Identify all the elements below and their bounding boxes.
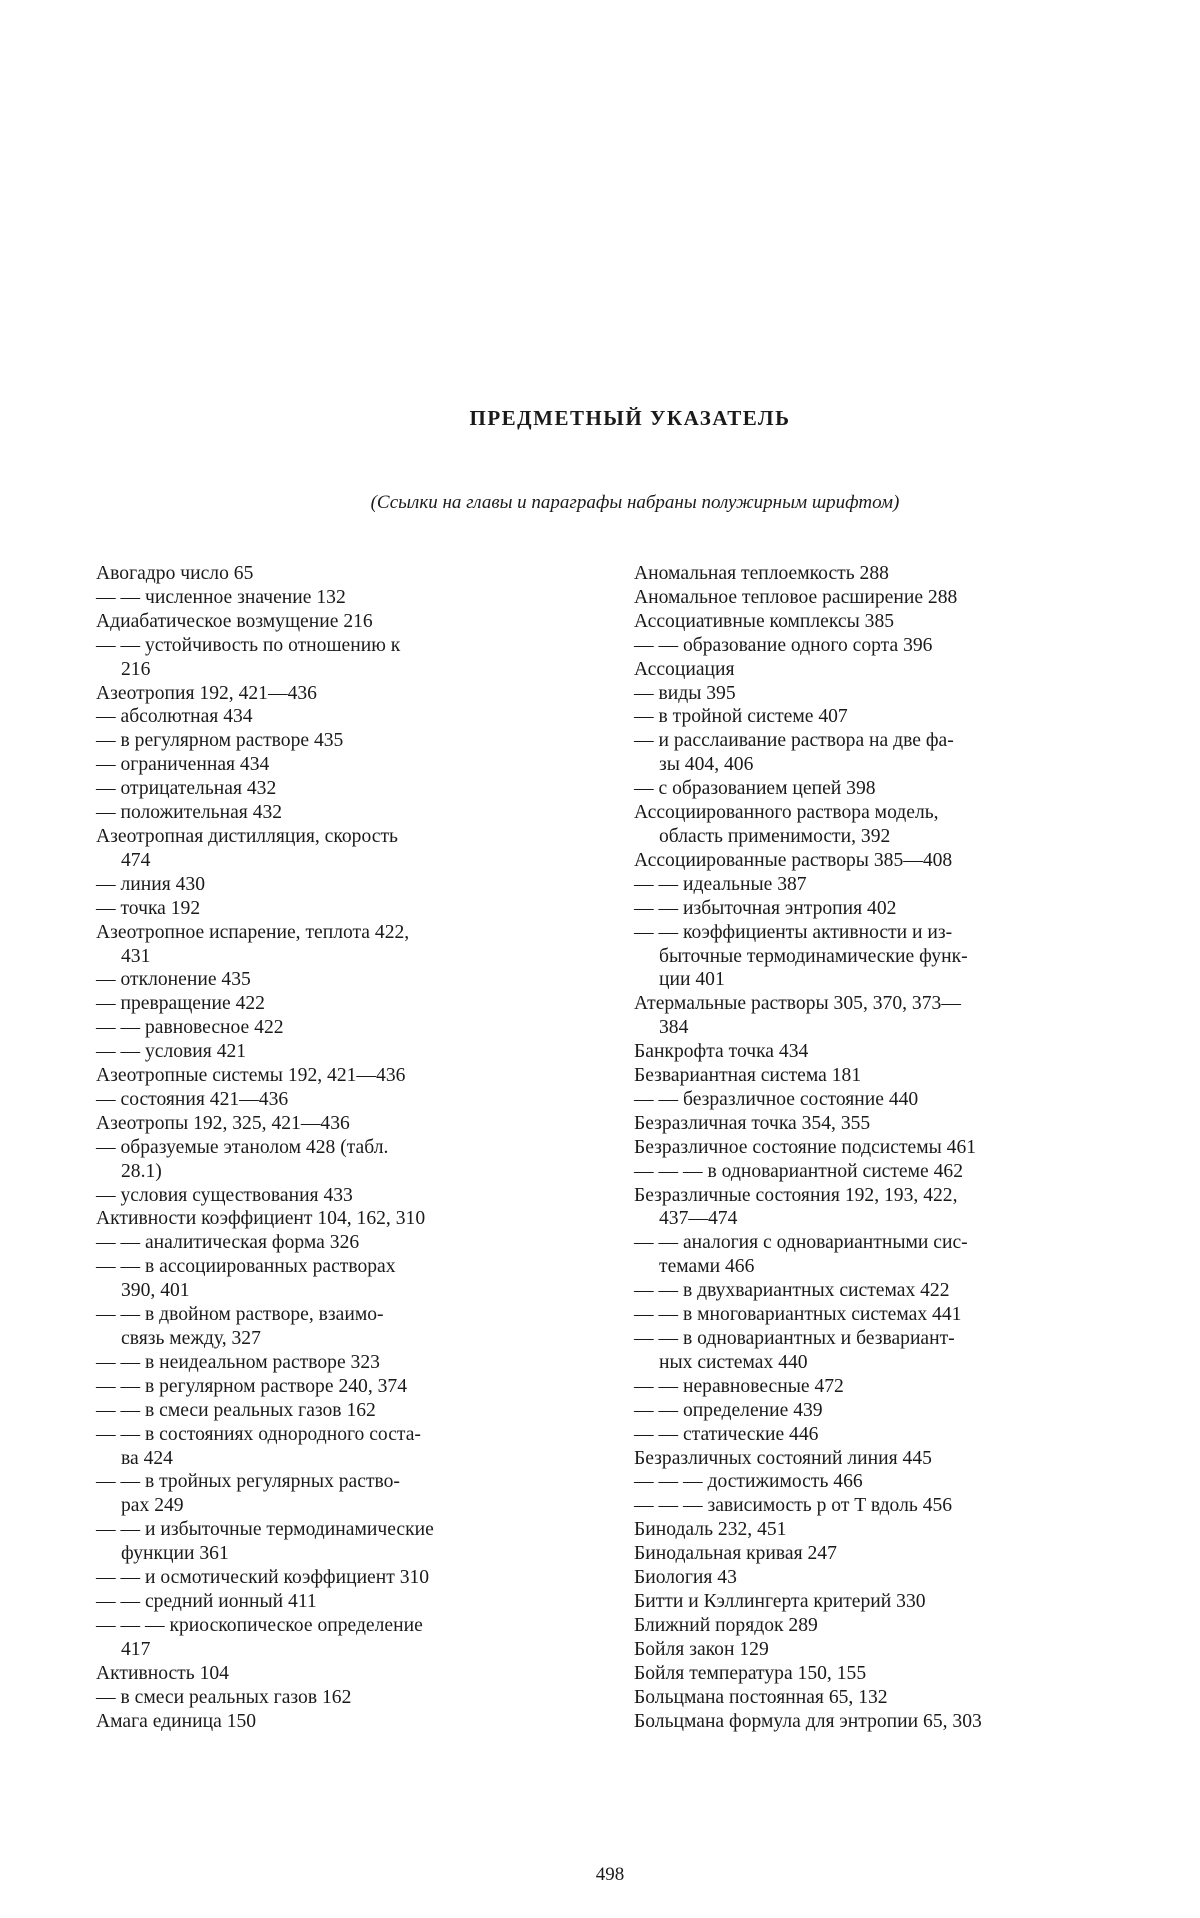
index-entry-line: Азеотропная дистилляция, скорость — [96, 825, 398, 847]
index-entry-line: 28.1) — [121, 1160, 162, 1182]
index-entry-line: — — условия 421 — [96, 1041, 247, 1063]
page-title: ПРЕДМЕТНЫЙ УКАЗАТЕЛЬ — [469, 406, 791, 430]
index-entry-line: — — и осмотический коэффициент 310 — [96, 1567, 430, 1589]
index-entry-line: Биология 43 — [634, 1567, 737, 1589]
index-entry-line: Активности коэффициент 104, 162, 310 — [96, 1208, 426, 1230]
index-column-right — [634, 562, 1102, 1733]
index-column-left — [96, 562, 570, 1733]
index-entry-line: Безразличная точка 354, 355 — [634, 1112, 871, 1134]
index-entry-line: Активность 104 — [96, 1662, 229, 1684]
index-entry-line: Больцмана формула для энтропии 65, 303 — [634, 1710, 982, 1732]
index-entry-line: 390, 401 — [121, 1280, 190, 1302]
index-entry-line: — — в тройных регулярных раство- — [96, 1471, 400, 1493]
index-entry-line: — ограниченная 434 — [96, 754, 270, 776]
index-entry-line: Безразличных состояний линия 445 — [634, 1447, 932, 1469]
index-entry-line: Ассоциированного раствора модель, — [634, 802, 939, 824]
index-entry-line: — — в смеси реальных газов 162 — [96, 1399, 376, 1421]
index-entry-line: — — равновесное 422 — [96, 1017, 284, 1039]
index-entry-line: — — безразличное состояние 440 — [634, 1088, 919, 1110]
index-entry-line: — — образование одного сорта 396 — [634, 634, 933, 656]
index-entry-line: — — определение 439 — [634, 1399, 823, 1421]
index-entry-line: область применимости, 392 — [659, 825, 891, 847]
index-entry-line: — состояния 421—436 — [96, 1088, 289, 1110]
index-entry-line: Ближний порядок 289 — [634, 1614, 818, 1636]
page-subtitle: (Ссылки на главы и параграфы набраны полужирным шрифтом) — [370, 492, 900, 513]
index-entry-line: 474 — [121, 849, 151, 871]
index-entry-line: — условия существования 433 — [96, 1184, 353, 1206]
index-entry-line: — — избыточная энтропия 402 — [634, 897, 897, 919]
index-entry-line: — в тройной системе 407 — [634, 706, 848, 728]
index-entry-line: зы 404, 406 — [659, 754, 754, 776]
index-entry-line: Атермальные растворы 305, 370, 373— — [634, 993, 961, 1015]
index-entry-line: — — аналитическая форма 326 — [96, 1232, 360, 1254]
index-entry-line: — линия 430 — [96, 873, 206, 895]
index-entry-line: — виды 395 — [634, 682, 736, 704]
index-entry-line: 384 — [659, 1017, 689, 1039]
index-entry-line: быточные термодинамические функ- — [659, 945, 968, 967]
index-entry-line: — — статические 446 — [634, 1423, 819, 1445]
index-entry-line: — — неравновесные 472 — [634, 1375, 844, 1397]
index-entry-line: 216 — [121, 658, 151, 680]
index-entry-line: Бинодаль 232, 451 — [634, 1519, 787, 1541]
index-entry-line: 431 — [121, 945, 151, 967]
index-entry-line: Ассоциация — [634, 658, 735, 680]
index-entry-line: — — устойчивость по отношению к — [96, 634, 401, 656]
index-entry-line: — — — криоскопическое определение — [96, 1614, 423, 1636]
index-entry-line: связь между, 327 — [121, 1328, 261, 1349]
index-entry-line: — отклонение 435 — [96, 969, 251, 991]
index-entry-line: темами 466 — [659, 1256, 755, 1278]
index-entry-line: — точка 192 — [96, 897, 201, 919]
index-entry-line: Безразличное состояние подсистемы 461 — [634, 1136, 977, 1158]
index-entry-line: — — в состояниях однородного соста- — [96, 1423, 421, 1445]
index-entry-line: — — в многовариантных системах 441 — [634, 1304, 962, 1326]
index-entry-line: 437—474 — [659, 1208, 738, 1230]
index-entry-line: ва 424 — [121, 1447, 173, 1469]
index-entry-line: Бойля закон 129 — [634, 1638, 769, 1660]
index-entry-line: — — — зависимость p от T вдоль 456 — [634, 1495, 953, 1517]
index-entry-line: Безразличные состояния 192, 193, 422, — [634, 1184, 958, 1206]
index-entry-line: — — аналогия с одновариантными сис- — [634, 1232, 968, 1254]
index-entry-line: Бойля температура 150, 155 — [634, 1662, 867, 1684]
index-entry-line: — — — в одновариантной системе 462 — [634, 1160, 964, 1182]
index-entry-line: Безвариантная система 181 — [634, 1065, 862, 1087]
index-entry-line: — — коэффициенты активности и из- — [634, 921, 953, 943]
page-number: 498 — [595, 1864, 625, 1885]
index-entry-line: — с образованием цепей 398 — [634, 778, 876, 800]
index-entry-line: Авогадро число 65 — [96, 563, 254, 584]
index-entry-line: — абсолютная 434 — [96, 706, 253, 728]
index-entry-line: Ассоциативные комплексы 385 — [634, 610, 895, 632]
index-entry-line: Амага единица 150 — [96, 1710, 257, 1732]
index-entry-line: Больцмана постоянная 65, 132 — [634, 1686, 888, 1708]
index-entry-line: — — в ассоциированных растворах — [96, 1256, 396, 1278]
index-entry-line: — — идеальные 387 — [634, 873, 807, 895]
index-entry-line: 417 — [121, 1638, 151, 1660]
index-entry-line: Аномальная теплоемкость 288 — [634, 563, 889, 584]
index-entry-line: — отрицательная 432 — [96, 778, 277, 800]
index-entry-line: — — в одновариантных и безвариант- — [634, 1328, 955, 1349]
index-entry-line: ции 401 — [659, 969, 725, 991]
index-entry-line: — превращение 422 — [96, 993, 265, 1015]
index-entry-line: Азеотропное испарение, теплота 422, — [96, 921, 410, 943]
index-entry-line: рах 249 — [121, 1495, 184, 1517]
index-entry-line: — — и избыточные термодинамические — [96, 1519, 434, 1541]
index-entry-line: функции 361 — [121, 1543, 229, 1565]
index-entry-line: — — в неидеальном растворе 323 — [96, 1351, 380, 1373]
index-entry-line: Азеотропные системы 192, 421—436 — [96, 1065, 406, 1087]
index-entry-line: — в смеси реальных газов 162 — [96, 1686, 352, 1708]
index-entry-line: Азеотропы 192, 325, 421—436 — [96, 1112, 350, 1134]
index-entry-line: Бинодальная кривая 247 — [634, 1543, 837, 1565]
index-entry-line: Аномальное тепловое расширение 288 — [634, 586, 958, 608]
index-entry-line: — в регулярном растворе 435 — [96, 730, 344, 752]
index-entry-line: — и расслаивание раствора на две фа- — [634, 730, 954, 752]
index-entry-line: ных системах 440 — [659, 1351, 808, 1373]
index-entry-line: Битти и Кэллингерта критерий 330 — [634, 1590, 926, 1612]
index-entry-line: — — средний ионный 411 — [96, 1590, 317, 1612]
index-entry-line: — положительная 432 — [96, 802, 283, 824]
index-entry-line: — — численное значение 132 — [96, 586, 346, 608]
index-entry-line: — — — достижимость 466 — [634, 1471, 863, 1493]
index-entry-line: — — в двойном растворе, взаимо- — [96, 1304, 384, 1326]
index-entry-line: — образуемые этанолом 428 (табл. — [96, 1136, 389, 1158]
index-entry-line: Ассоциированные растворы 385—408 — [634, 849, 953, 871]
index-entry-line: Адиабатическое возмущение 216 — [96, 610, 373, 632]
index-entry-line: — — в регулярном растворе 240, 374 — [96, 1375, 408, 1397]
index-entry-line: — — в двухвариантных системах 422 — [634, 1280, 950, 1302]
index-entry-line: Банкрофта точка 434 — [634, 1041, 809, 1063]
index-entry-line: Азеотропия 192, 421—436 — [96, 682, 317, 704]
